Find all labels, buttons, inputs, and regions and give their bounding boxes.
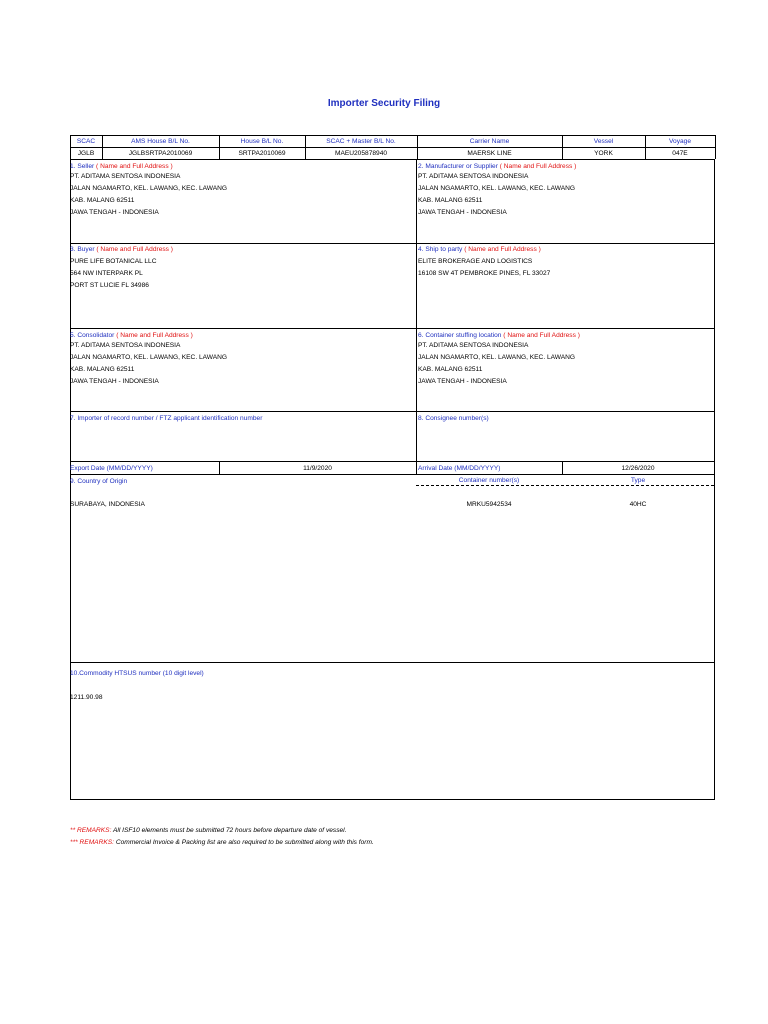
container-number-label: Container number(s) [458,477,520,484]
ship-to-address [418,256,550,280]
col-header-vessel: Vessel [593,138,614,145]
seller-address [70,171,227,219]
country-origin-value: SURABAYA, INDONESIA [70,501,145,508]
export-date-label: Export Date (MM/DD/YYYY) [70,465,153,472]
address-line: PURE LIFE BOTANICAL LLC [70,258,157,265]
address-line: JALAN NGAMARTO, KEL. LAWANG, KEC. LAWANG [418,185,576,192]
cell-house-bl: SRTPA2010069 [238,150,286,157]
cell-vessel: YORK [594,150,613,157]
address-line: KAB. MALANG 62511 [70,197,135,204]
commodity-value: 1211.90.98 [70,694,103,701]
cell-voyage: 047E [672,150,688,157]
cell-carrier: MAERSK LINE [467,150,512,157]
address-line: PORT ST LUCIE FL 34986 [70,282,149,289]
col-header-carrier: Carrier Name [469,138,510,145]
remark-line: *** REMARKS: Commercial Invoice & Packing list are also required to be submitted along with this form. [70,839,374,846]
col-header-house-bl: House B/L No. [240,138,284,145]
manufacturer-address [418,171,575,219]
address-line: KAB. MALANG 62511 [70,366,135,373]
stuffing-location-address [418,340,575,388]
address-line: JALAN NGAMARTO, KEL. LAWANG, KEC. LAWANG [70,354,228,361]
address-line: ELITE BROKERAGE AND LOGISTICS [418,258,533,265]
consignee-label: 8. Consignee number(s) [418,415,489,422]
cell-ams-house-bl: JGLBSRTPA2010069 [128,150,193,157]
address-line: PT. ADITAMA SENTOSA INDONESIA [418,173,529,180]
ship-to-label: 4. Ship to party ( Name and Full Address ) [418,246,541,253]
page-title: Importer Security Filing [327,98,441,109]
address-line: JALAN NGAMARTO, KEL. LAWANG, KEC. LAWANG [70,185,228,192]
address-line: JAWA TENGAH - INDONESIA [418,378,507,385]
address-line: 16108 SW 4T PEMBROKE PINES, FL 33027 [418,270,551,277]
address-line: KAB. MALANG 62511 [418,366,483,373]
consolidator-label: 5. Consolidator ( Name and Full Address ) [70,332,193,339]
address-line: JAWA TENGAH - INDONESIA [418,209,507,216]
seller-label: 1. Seller ( Name and Full Address ) [70,163,173,170]
buyer-label: 3. Buyer ( Name and Full Address ) [70,246,173,253]
export-date-value: 11/9/2020 [303,465,332,472]
arrival-date-label: Arrival Date (MM/DD/YYYY) [418,465,501,472]
container-type-label: Type [630,477,646,484]
container-type-value: 40HC [629,501,647,508]
container-number-value: MRKU5942534 [466,501,512,508]
address-line: PT. ADITAMA SENTOSA INDONESIA [70,173,181,180]
address-line: PT. ADITAMA SENTOSA INDONESIA [70,342,181,349]
address-line: PT. ADITAMA SENTOSA INDONESIA [418,342,529,349]
consolidator-address [70,340,227,388]
stuffing-location-label: 6. Container stuffing location ( Name and Full Address ) [418,332,580,339]
remark-line: ** REMARKS: All ISF10 elements must be submitted 72 hours before departure date of vessel. [70,827,347,834]
address-line: JALAN NGAMARTO, KEL. LAWANG, KEC. LAWANG [418,354,576,361]
col-header-master-bl: SCAC + Master B/L No. [326,138,396,145]
importer-record-label: 7. Importer of record number / FTZ applicant identification number [70,415,263,422]
col-header-scac: SCAC [76,138,96,145]
cell-master-bl: MAEU205878940 [334,150,388,157]
country-origin-label: 9. Country of Origin [70,478,128,485]
col-header-voyage: Voyage [669,138,691,145]
commodity-label: 10.Commodity HTSUS number (10 digit level) [70,670,204,677]
manufacturer-label: 2. Manufacturer or Supplier ( Name and Full Address ) [418,163,577,170]
address-line: JAWA TENGAH - INDONESIA [70,378,159,385]
cell-scac: JGLB [77,150,95,157]
address-line: JAWA TENGAH - INDONESIA [70,209,159,216]
address-line: 564 NW INTERPARK PL [70,270,143,277]
col-header-ams-house-bl: AMS House B/L No. [131,138,190,145]
buyer-address [70,256,156,292]
arrival-date-value: 12/26/2020 [621,465,655,472]
address-line: KAB. MALANG 62511 [418,197,483,204]
